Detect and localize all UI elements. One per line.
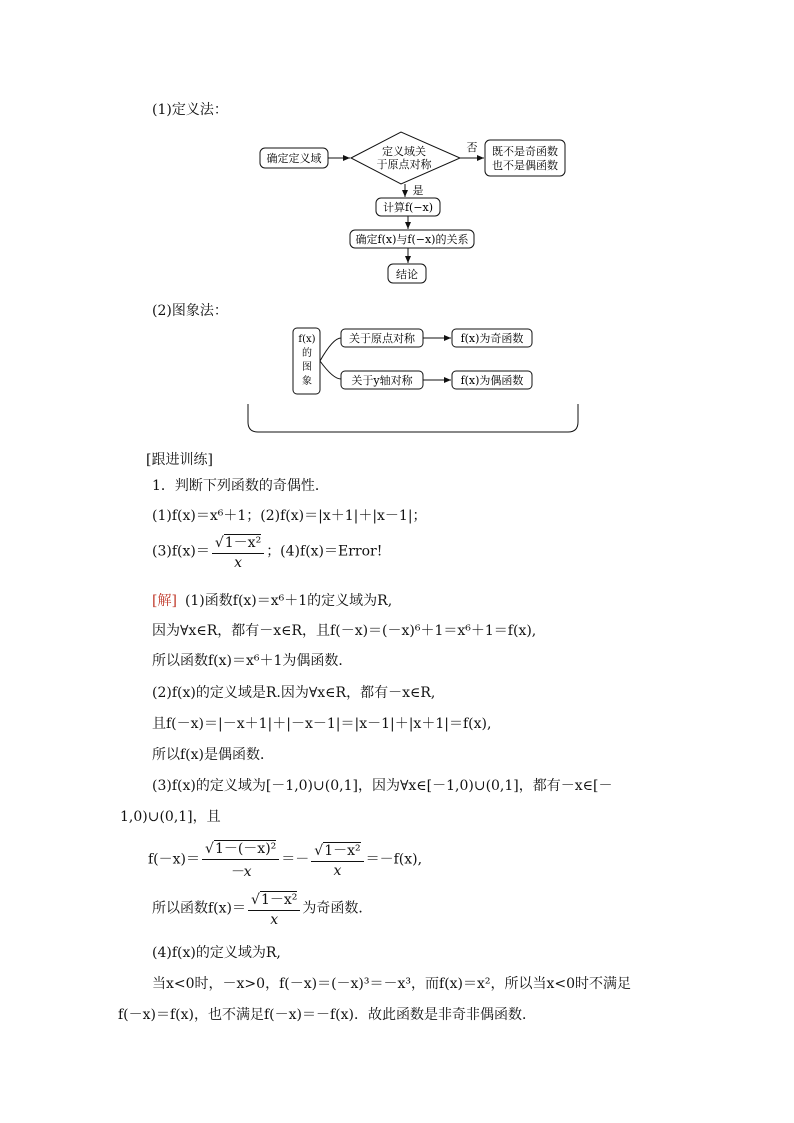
solution-1-line-1	[152, 590, 392, 610]
graph-flowchart	[245, 322, 585, 437]
s3-concl-den: x	[270, 912, 279, 928]
box-compute-label: 计算f(−x)	[382, 201, 434, 214]
diamond-label-1: 定义域关	[382, 145, 426, 158]
s4-line3: f(－x)＝f(x)，也不满足f(－x)＝－f(x)．故此函数是非奇非偶函数．	[118, 1007, 537, 1023]
odd-label: f(x)为奇函数	[460, 332, 524, 345]
s4-line1: (4)f(x)的定义域为R,	[152, 945, 281, 961]
s3-eq-fraction-1: $\frac{\text{√1－(－x)²}}{-x}$	[202, 838, 279, 881]
s3-equation	[148, 838, 422, 881]
s3-concl-suffix: 为奇函数．	[302, 900, 373, 917]
origin-symmetric-label: 关于原点对称	[349, 332, 415, 345]
s3-eq-num1: 1－(－x)²	[214, 841, 277, 857]
section-graph-heading: (2)图象法：	[152, 303, 228, 319]
s2-line3: 所以f(x)是偶函数．	[152, 747, 275, 763]
s3-line1: (3)f(x)的定义域为[－1,0)∪(0,1]，因为∀x∈[－1,0)∪(0,1]，都有－x∈[－	[152, 778, 613, 794]
s3-eq-fraction-2: $\frac{\text{√1－x²}}{x}$	[311, 840, 363, 879]
diamond-label-2: 于原点对称	[376, 158, 432, 171]
graph-label-1: f(x)	[298, 334, 316, 345]
item-3-num: 1－x²	[224, 535, 262, 551]
y-symmetric-label: 关于y轴对称	[351, 374, 413, 387]
training-header: [跟进训练]	[146, 452, 213, 468]
item-3-prefix: (3)f(x)＝	[152, 543, 210, 560]
s3-line2: 1,0)∪(0,1]，且	[120, 809, 221, 825]
item-3-den: x	[234, 555, 242, 571]
box-relation-label: 确定f(x)与f(−x)的关系	[355, 233, 469, 246]
label-yes: 是	[412, 184, 424, 197]
graph-label-2: 的	[302, 348, 312, 359]
s3-eq-mid: ＝－	[281, 851, 310, 868]
s4-line2: 当x<0时，－x>0，f(－x)＝(－x)³＝－x³，而f(x)＝x²，所以当x<0时不满足	[152, 976, 632, 992]
s3-conclusion	[152, 889, 372, 928]
label-no: 否	[466, 141, 478, 154]
s3-eq-den2: x	[333, 863, 342, 879]
neither-label-2: 也不是偶函数	[492, 159, 558, 172]
s3-eq-suffix: ＝－f(x),	[365, 851, 423, 868]
box-domain-label: 确定定义域	[266, 152, 322, 165]
item-4: ；(4)f(x)＝Error!	[266, 543, 383, 560]
s2-line2: 且f(－x)＝|－x＋1|＋|－x－1|＝|x－1|＋|x＋1|＝f(x),	[152, 716, 492, 732]
s3-eq-den1: －x	[229, 864, 252, 880]
even-label: f(x)为偶函数	[460, 374, 524, 387]
neither-label-1: 既不是奇函数	[492, 145, 558, 158]
s3-concl-prefix: 所以函数f(x)＝	[152, 900, 247, 917]
s3-concl-num: 1－x²	[260, 892, 298, 908]
item-3-fraction: $\frac{\text{√1－x²}}{x}$	[212, 532, 264, 571]
graph-label-4: 象	[302, 376, 312, 387]
section-definition-heading: (1)定义法：	[152, 102, 228, 118]
problem-title: 1．判断下列函数的奇偶性．	[152, 478, 329, 494]
s1-line1: (1)函数f(x)＝x⁶＋1的定义域为R,	[184, 593, 393, 609]
s3-eq-num2: 1－x²	[324, 843, 361, 859]
solution-tag: [解]	[152, 593, 177, 609]
problem-items-1-2: (1)f(x)＝x⁶＋1；(2)f(x)＝|x＋1|＋|x－1|；	[152, 508, 427, 524]
s1-line2: 因为∀x∈R，都有－x∈R，且f(－x)＝(－x)⁶＋1＝x⁶＋1＝f(x),	[152, 623, 537, 639]
bottom-brace	[248, 404, 578, 432]
s3-eq-prefix: f(－x)＝	[148, 851, 201, 868]
s2-line1: (2)f(x)的定义域是R.因为∀x∈R，都有－x∈R,	[152, 685, 436, 701]
graph-label-3: 图	[302, 362, 312, 373]
s3-concl-fraction: $\frac{\text{√1－x²}}{x}$	[248, 889, 300, 928]
definition-flowchart	[250, 128, 580, 288]
box-conclusion-label: 结论	[396, 268, 418, 281]
problem-items-3-4	[152, 532, 382, 571]
s1-line3: 所以函数f(x)＝x⁶＋1为偶函数．	[152, 653, 353, 669]
